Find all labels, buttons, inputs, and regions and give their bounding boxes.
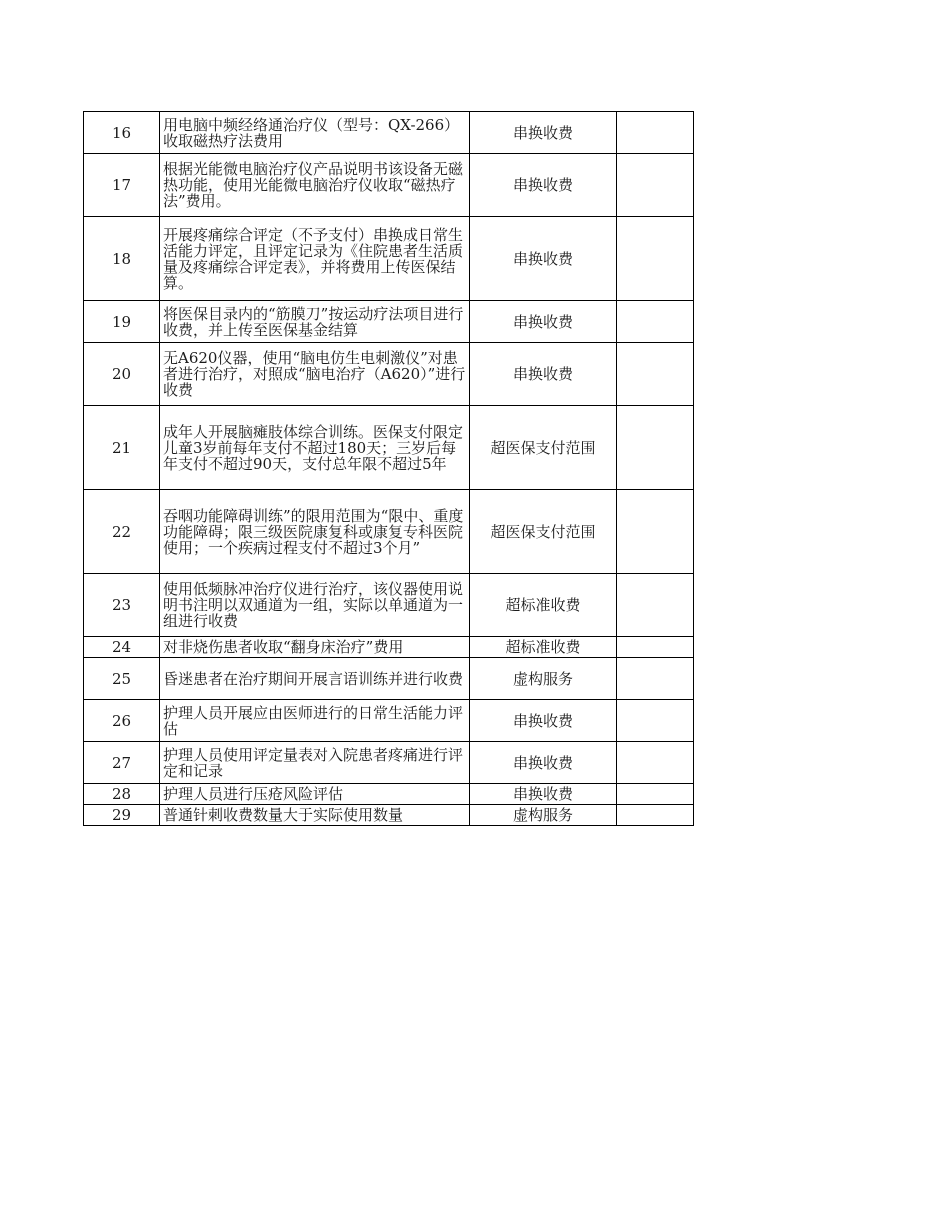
- row-number: 17: [84, 154, 160, 217]
- table-row: [84, 343, 694, 406]
- row-description: 根据光能微电脑治疗仪产品说明书该设备无磁热功能，使用光能微电脑治疗仪收取“磁热疗法”费用。: [160, 154, 470, 217]
- row-description: 护理人员使用评定量表对入院患者疼痛进行评定和记录: [160, 742, 470, 784]
- row-extra-cell: [617, 406, 694, 490]
- row-extra-cell: [617, 805, 694, 826]
- row-violation-type: 超医保支付范围: [470, 406, 617, 490]
- table-row: [84, 805, 694, 826]
- row-extra-cell: [617, 301, 694, 343]
- row-violation-type: 串换收费: [470, 154, 617, 217]
- row-description: 护理人员开展应由医师进行的日常生活能力评估: [160, 700, 470, 742]
- row-number: 21: [84, 406, 160, 490]
- table-row: [84, 658, 694, 700]
- row-number: 28: [84, 784, 160, 805]
- row-number: 24: [84, 637, 160, 658]
- row-number: 20: [84, 343, 160, 406]
- row-number: 26: [84, 700, 160, 742]
- row-violation-type: 虚构服务: [470, 658, 617, 700]
- row-description: 将医保目录内的“筋膜刀”按运动疗法项目进行收费，并上传至医保基金结算: [160, 301, 470, 343]
- table-row: [84, 406, 694, 490]
- row-extra-cell: [617, 574, 694, 637]
- row-number: 22: [84, 490, 160, 574]
- row-number: 27: [84, 742, 160, 784]
- row-violation-type: 串换收费: [470, 217, 617, 301]
- row-extra-cell: [617, 700, 694, 742]
- row-description: 吞咽功能障碍训练”的限用范围为“限中、重度功能障碍；限三级医院康复科或康复专科医院使用；一个疾病过程支付不超过3个月”: [160, 490, 470, 574]
- table-row: [84, 217, 694, 301]
- row-violation-type: 超医保支付范围: [470, 490, 617, 574]
- row-description: 用电脑中频经络通治疗仪（型号：QX-266）收取磁热疗法费用: [160, 112, 470, 154]
- row-number: 29: [84, 805, 160, 826]
- row-violation-type: 超标准收费: [470, 574, 617, 637]
- row-description: 对非烧伤患者收取“翻身床治疗”费用: [160, 637, 470, 658]
- row-extra-cell: [617, 658, 694, 700]
- row-violation-type: 串换收费: [470, 301, 617, 343]
- row-description: 开展疼痛综合评定（不予支付）串换成日常生活能力评定，且评定记录为《住院患者生活质量及疼痛综合评定表》，并将费用上传医保结算。: [160, 217, 470, 301]
- table-row: [84, 574, 694, 637]
- row-violation-type: 超标准收费: [470, 637, 617, 658]
- row-number: 23: [84, 574, 160, 637]
- row-violation-type: 串换收费: [470, 784, 617, 805]
- table-row: [84, 742, 694, 784]
- row-extra-cell: [617, 112, 694, 154]
- row-number: 18: [84, 217, 160, 301]
- row-description: 无A620仪器，使用“脑电仿生电刺激仪”对患者进行治疗，对照成“脑电治疗（A620）”进行收费: [160, 343, 470, 406]
- row-description: 护理人员进行压疮风险评估: [160, 784, 470, 805]
- row-extra-cell: [617, 217, 694, 301]
- row-extra-cell: [617, 490, 694, 574]
- row-description: 普通针刺收费数量大于实际使用数量: [160, 805, 470, 826]
- row-description: 昏迷患者在治疗期间开展言语训练并进行收费: [160, 658, 470, 700]
- table-row: [84, 700, 694, 742]
- row-number: 25: [84, 658, 160, 700]
- row-description: 成年人开展脑瘫肢体综合训练。医保支付限定儿童3岁前每年支付不超过180天；三岁后每年支付不超过90天，支付总年限不超过5年: [160, 406, 470, 490]
- row-violation-type: 串换收费: [470, 700, 617, 742]
- row-extra-cell: [617, 637, 694, 658]
- table-row: [84, 637, 694, 658]
- row-extra-cell: [617, 343, 694, 406]
- row-violation-type: 串换收费: [470, 742, 617, 784]
- row-violation-type: 虚构服务: [470, 805, 617, 826]
- table-row: [84, 490, 694, 574]
- row-extra-cell: [617, 784, 694, 805]
- row-extra-cell: [617, 154, 694, 217]
- table-row: [84, 784, 694, 805]
- row-violation-type: 串换收费: [470, 112, 617, 154]
- row-extra-cell: [617, 742, 694, 784]
- violation-table: [83, 111, 694, 826]
- row-number: 16: [84, 112, 160, 154]
- row-violation-type: 串换收费: [470, 343, 617, 406]
- table-row: [84, 112, 694, 154]
- table-row: [84, 154, 694, 217]
- row-description: 使用低频脉冲治疗仪进行治疗，该仪器使用说明书注明以双通道为一组，实际以单通道为一组进行收费: [160, 574, 470, 637]
- row-number: 19: [84, 301, 160, 343]
- table-row: [84, 301, 694, 343]
